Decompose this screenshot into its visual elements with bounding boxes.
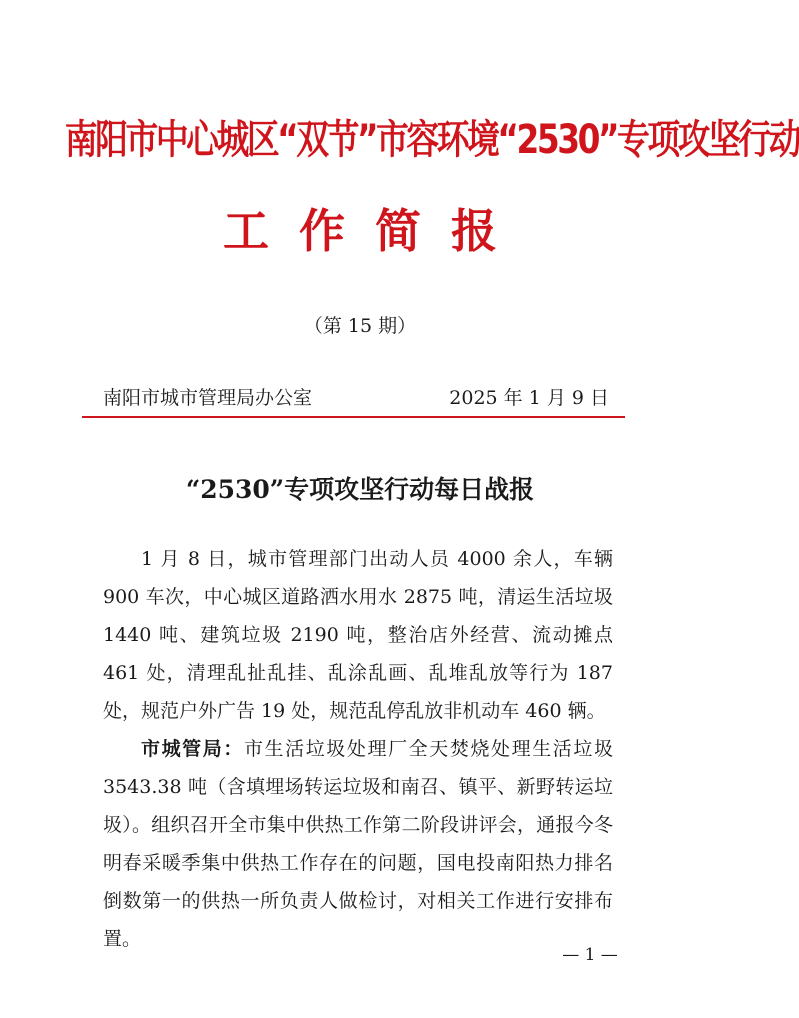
article-body bbox=[103, 540, 613, 958]
article-title: “2530”专项攻坚行动每日战报 bbox=[185, 475, 535, 504]
department-label: 市城管局： bbox=[141, 738, 244, 760]
briefing-title: 工作简报 bbox=[223, 204, 527, 258]
paragraph-summary: 1 月 8 日，城市管理部门出动人员 4000 余人，车辆 900 车次，中心城区道路洒水用水 2875 吨，清运生活垃圾 1440 吨、建筑垃圾 2190 吨，整治店外经营、流动摊点 461 处，清理乱扯乱挂、乱涂乱画、乱堆乱放等行为 187 处，规范户外广告 19 处，规范乱停乱放非机动车 460 辆。 bbox=[103, 548, 613, 722]
masthead-title: 南阳市中心城区“双节”市容环境“2530”专项攻坚行动 bbox=[64, 117, 799, 163]
issuer-date-line bbox=[103, 386, 609, 410]
red-divider bbox=[82, 416, 625, 418]
issue-number: （第 15 期） bbox=[303, 315, 417, 337]
paragraph-city-bureau bbox=[103, 730, 613, 958]
department-report: 市生活垃圾处理厂全天焚烧处理生活垃圾 3543.38 吨（含填埋场转运垃圾和南召、镇平、新野转运垃圾）。组织召开全市集中供热工作第二阶段讲评会，通报今冬明春采暖季集中供热工作存在的问题，国电投南阳热力排名倒数第一的供热一所负责人做检讨，对相关工作进行安排布置。 bbox=[103, 738, 613, 950]
page-number: — 1 — bbox=[562, 945, 618, 965]
issuer: 南阳市城市管理局办公室 bbox=[103, 387, 313, 409]
issue-date: 2025 年 1 月 9 日 bbox=[449, 387, 609, 409]
